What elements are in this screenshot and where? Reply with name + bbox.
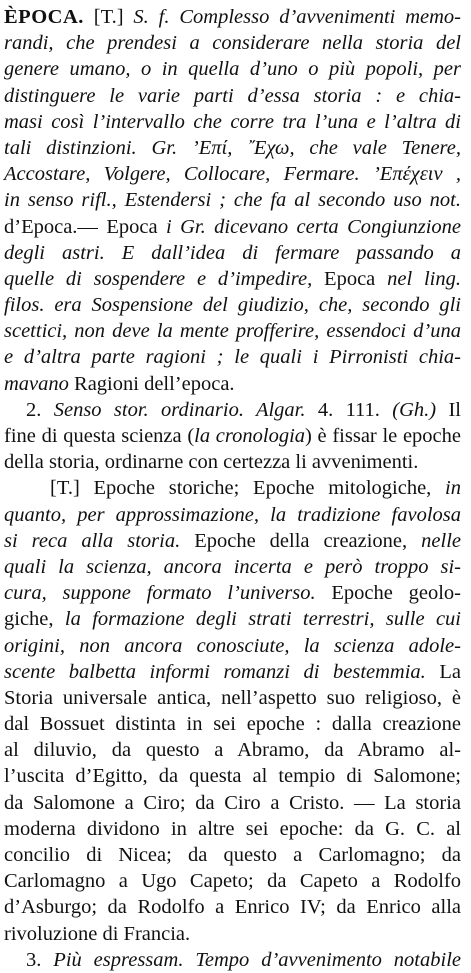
- text-run: Il: [436, 398, 461, 421]
- text-run: e d’altra parte ragioni ; le quali i Pirronisti chia-: [4, 346, 461, 369]
- text-run: cura, suppone formato l’universo.: [4, 582, 316, 605]
- text-line: [4, 947, 461, 973]
- text-line: [4, 528, 461, 554]
- text-run: dal Bossuet distinta in sei epoche : dalla creazione: [4, 713, 461, 736]
- text-line: [4, 711, 461, 737]
- text-line: [4, 240, 461, 266]
- text-run: la formazione degli strati terrestri, sulle cui: [64, 608, 461, 631]
- text-line: [4, 161, 461, 187]
- text-run: Più espressam. Tempo d’avvenimento notabile: [53, 948, 461, 971]
- text-run: rivoluzione di Francia.: [4, 922, 191, 945]
- text-line: [4, 30, 461, 56]
- text-run: Senso stor. ordinario. Algar.: [53, 398, 306, 421]
- text-line: [4, 318, 461, 344]
- text-line: [4, 266, 461, 292]
- text-run: ) è fissar le epoche: [305, 425, 461, 447]
- text-run: in senso rifl., Estendersi ; che fa al secondo uso not.: [4, 189, 461, 212]
- text-line: [4, 4, 461, 30]
- text-line: [4, 187, 461, 213]
- text-run: al diluvio, da questo a Abramo, da Abramo al-: [4, 739, 461, 762]
- text-run: S. f. Complesso d’avvenimenti memo-: [133, 6, 462, 28]
- text-run: l’uscita d’Egitto, da questa al tempio di Salomone;: [4, 765, 461, 788]
- text-run: Epoca: [324, 267, 388, 290]
- text-run: i Gr. dicevano certa Congiunzione: [165, 215, 461, 238]
- text-run: origini, non ancora conosciute, la scienza adole-: [4, 634, 461, 657]
- text-run: Epoche geolo-: [315, 582, 462, 605]
- text-run: (Gh.): [392, 398, 437, 421]
- text-line: [4, 763, 461, 789]
- text-run: si reca alla storia.: [4, 529, 181, 552]
- text-line: [4, 816, 461, 842]
- text-line: [4, 554, 461, 580]
- text-run: filos. era Sospensione del giudizio, che, secondo gli: [4, 294, 461, 317]
- text-line: [4, 659, 461, 685]
- text-line: [4, 633, 461, 659]
- text-run: degli astri. E dall’idea di fermare passando a: [4, 241, 461, 264]
- text-line: [4, 502, 461, 528]
- text-run: fine di questa scienza (: [4, 425, 195, 447]
- text-run: randi, che prendesi a considerare nella storia del: [4, 32, 461, 55]
- text-line: [4, 842, 461, 868]
- entry-epoca: [4, 4, 461, 973]
- text-run: genere umano, o in quella d’uno o più popoli, per: [4, 58, 461, 81]
- text-line: [4, 344, 461, 370]
- text-run: masi così l’intervallo che corre tra l’una e l’altra di: [4, 110, 461, 133]
- text-line: [4, 56, 461, 82]
- text-line: [4, 397, 461, 423]
- text-run: giche,: [4, 608, 65, 631]
- text-run: quali la scienza, ancora incerta e però troppo si-: [4, 555, 461, 578]
- text-run: quelle di sospendere e d’impedire,: [4, 267, 325, 290]
- text-run: d’Epoca.— Epoca: [4, 215, 166, 238]
- text-run: [T.] Epoche storiche; Epoche mitologiche,: [50, 477, 446, 500]
- text-run: scente balbetta informi romanzi di bestemmia.: [4, 660, 426, 683]
- text-run: in: [445, 477, 461, 500]
- text-line: [4, 135, 461, 161]
- text-run: tali distinzioni. Gr. ’Επί, ῎Εχω, che vale Tenere,: [4, 136, 461, 159]
- text-line: [4, 868, 461, 894]
- text-line: [4, 109, 461, 135]
- text-run: nelle: [421, 529, 461, 552]
- text-run: Epoche della creazione,: [180, 529, 422, 552]
- text-line: [4, 449, 461, 475]
- headword: ÈPOCA.: [4, 6, 84, 28]
- text-run: Accostare, Volgere, Collocare, Fermare. ’Επέχειν ,: [4, 163, 461, 186]
- text-line: [4, 685, 461, 711]
- text-run: Ragioni dell’epoca.: [74, 372, 235, 395]
- text-run: della storia, ordinarne con certezza li avvenimenti.: [4, 451, 419, 474]
- text-run: [T.]: [83, 6, 134, 28]
- text-line: [4, 371, 461, 397]
- text-run: Storia universale antica, nell’aspetto suo religioso, è: [4, 686, 461, 709]
- text-line: [4, 475, 461, 501]
- text-line: [4, 83, 461, 109]
- text-run: Carlomagno a Ugo Capeto; da Capeto a Rodolfo: [4, 870, 461, 893]
- text-line: [4, 737, 461, 763]
- text-run: 2.: [26, 398, 54, 421]
- text-line: [4, 894, 461, 920]
- text-line: [4, 790, 461, 816]
- text-line: [4, 580, 461, 606]
- text-line: [4, 214, 461, 240]
- text-run: 3.: [26, 948, 54, 971]
- text-line: [4, 292, 461, 318]
- text-line: [4, 606, 461, 632]
- text-run: d’Asburgo; da Rodolfo a Enrico IV; da Enrico alla: [4, 896, 461, 919]
- text-run: concilio di Nicea; da questo a Carlomagno; da: [4, 844, 461, 866]
- text-run: mavano: [4, 372, 75, 395]
- text-run: nel ling.: [387, 267, 461, 290]
- text-run: moderna dividono in altre sei epoche: da G. C. al: [4, 817, 461, 840]
- text-line: [4, 423, 461, 449]
- text-line: [4, 921, 461, 947]
- text-run: da Salomone a Ciro; da Ciro a Cristo. — La storia: [4, 791, 461, 814]
- text-run: quanto, per approssimazione, la tradizione favolosa: [4, 503, 461, 526]
- text-run: La: [425, 660, 462, 683]
- text-run: 4. 111.: [305, 398, 393, 421]
- text-run: distinguere le varie parti d’essa storia : e chia-: [4, 84, 461, 107]
- text-run: la cronologia: [194, 425, 306, 447]
- text-run: scettici, non deve la mente profferire, essendoci d’una: [4, 320, 461, 343]
